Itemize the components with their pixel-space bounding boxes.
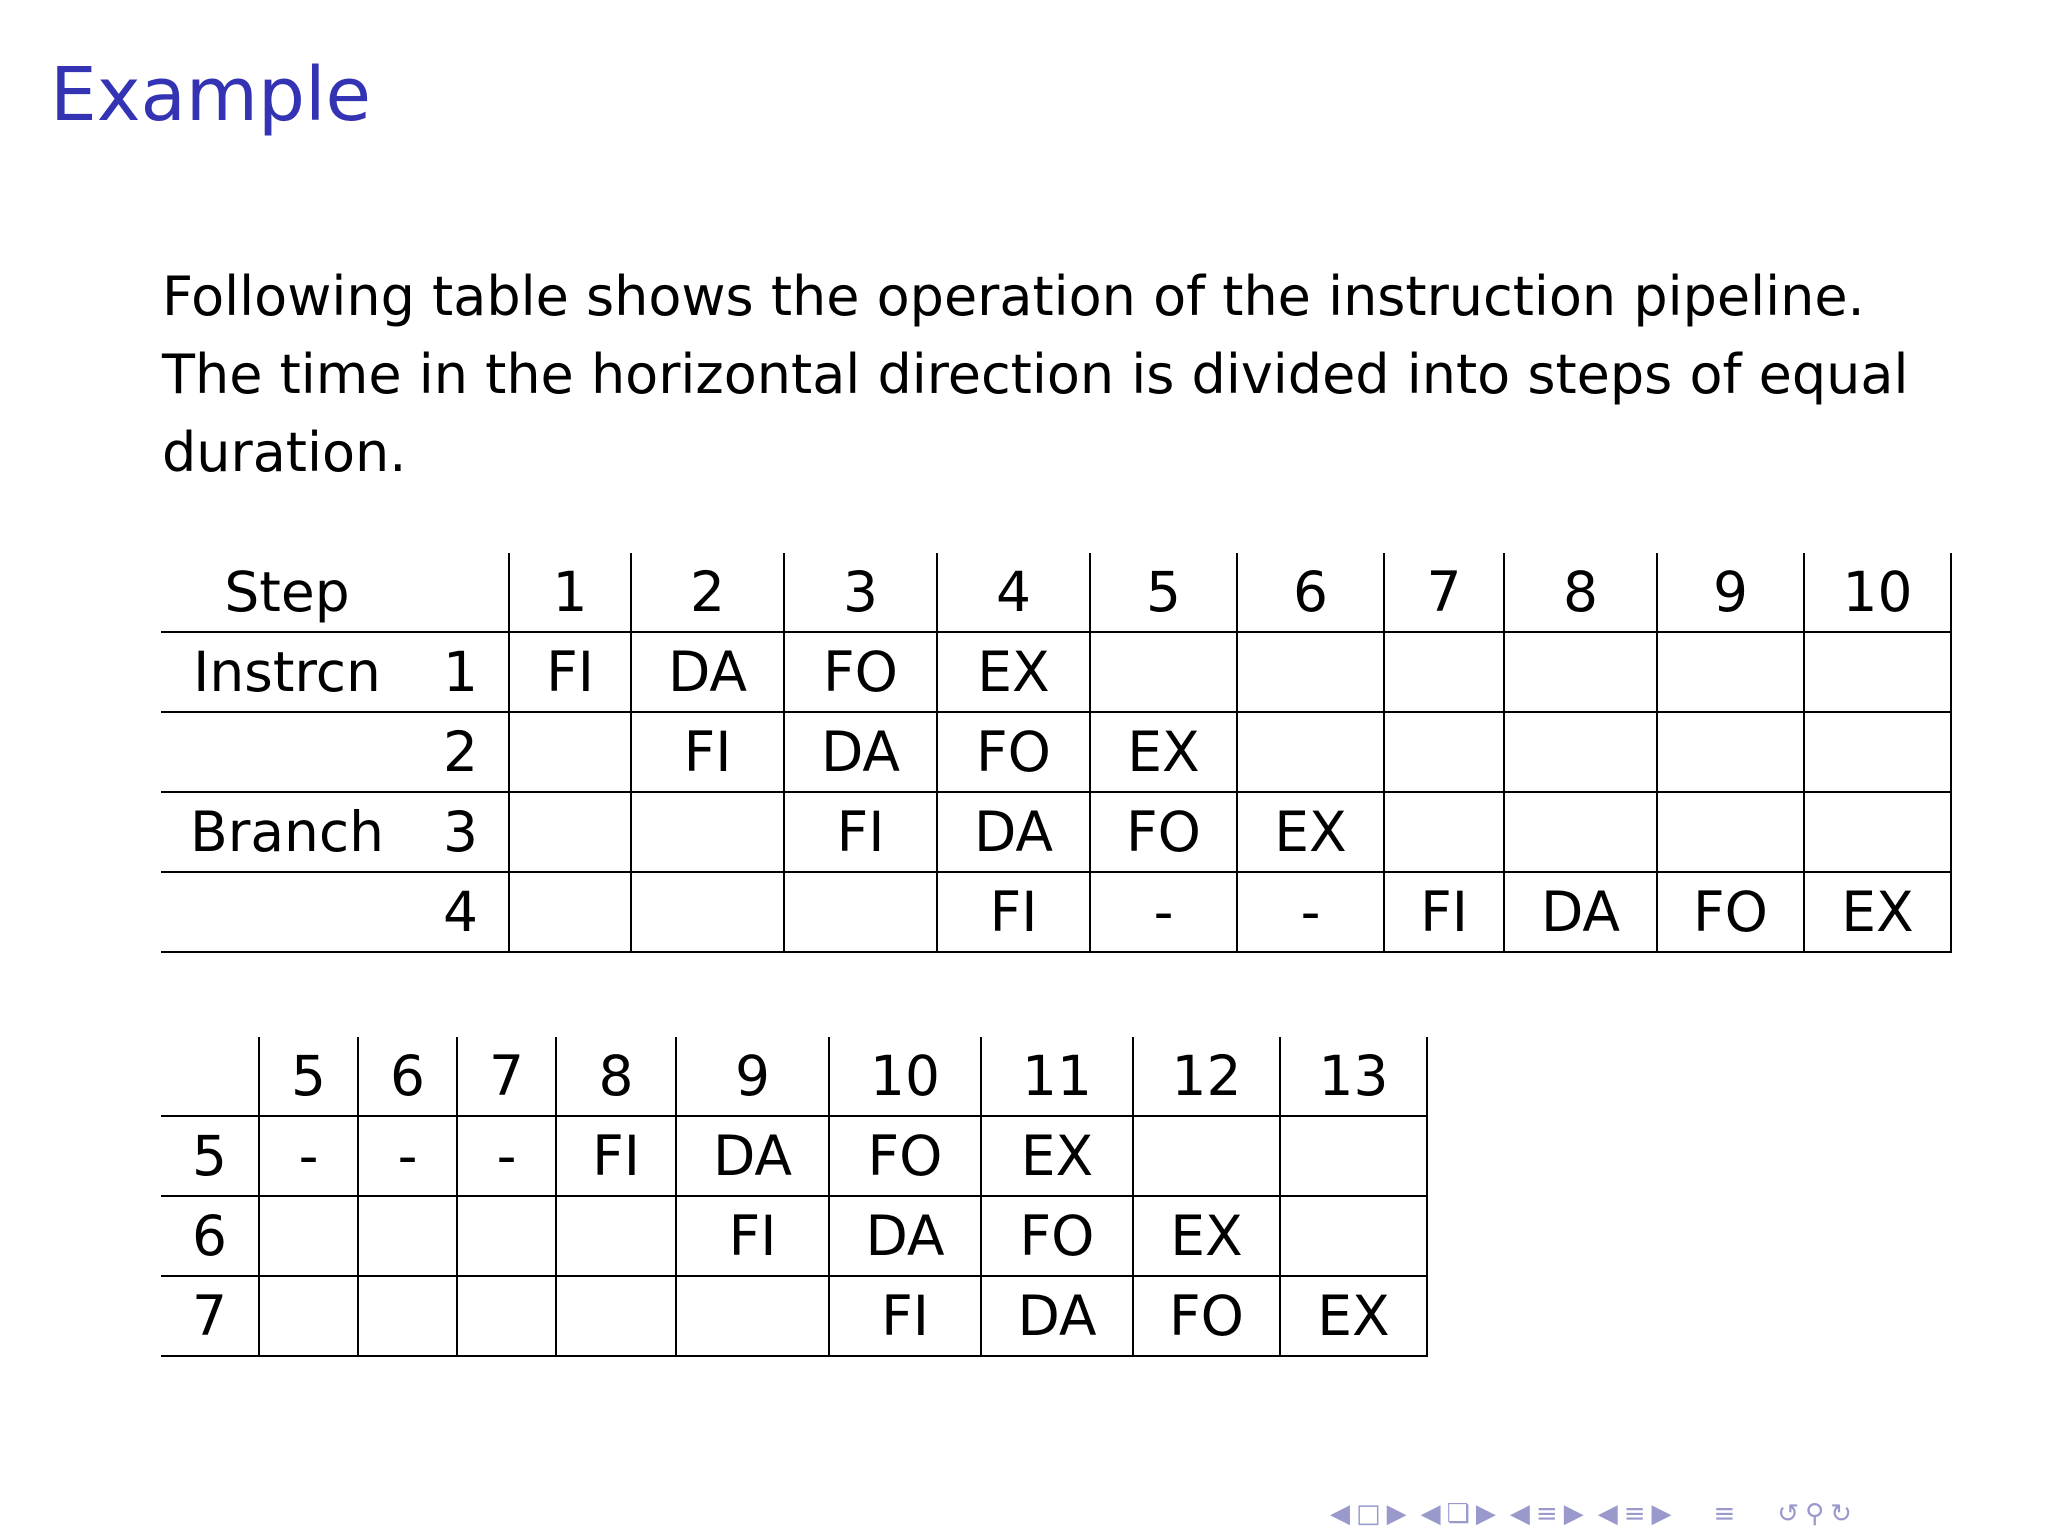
table-cell — [457, 1276, 556, 1356]
arrow-left-icon[interactable]: ◀ — [1330, 1499, 1350, 1529]
table-cell — [259, 1196, 358, 1276]
table-row — [161, 1116, 1427, 1196]
table-cell — [259, 1276, 358, 1356]
table-cell: FI — [556, 1116, 676, 1196]
navigation-bar — [1330, 1494, 2030, 1534]
table-row — [161, 632, 1951, 712]
redo-icon[interactable]: ↻ — [1830, 1499, 1852, 1529]
table-cell: EX — [1090, 712, 1237, 792]
table-cell — [556, 1276, 676, 1356]
step-header: 2 — [631, 553, 784, 632]
arrow-left-icon[interactable]: ◀ — [1509, 1499, 1530, 1529]
paragraph-line: The time in the horizontal direction is divided into steps of equal — [162, 343, 1909, 406]
table-cell: FO — [1090, 792, 1237, 872]
table-cell: DA — [631, 632, 784, 712]
table-row — [161, 1196, 1427, 1276]
step-header: 11 — [981, 1037, 1133, 1116]
section-icon[interactable]: ≡ — [1535, 1499, 1558, 1529]
step-header: 8 — [556, 1037, 676, 1116]
step-header: 3 — [784, 553, 937, 632]
table-cell — [1133, 1116, 1280, 1196]
paragraph-line: Following table shows the operation of the instruction pipeline. — [162, 265, 1865, 328]
step-header: 6 — [1237, 553, 1384, 632]
step-header: 8 — [1504, 553, 1657, 632]
table-cell — [1804, 632, 1951, 712]
step-header: 12 — [1133, 1037, 1280, 1116]
table-cell — [509, 792, 631, 872]
arrow-right-icon[interactable]: ▶ — [1563, 1499, 1584, 1529]
row-number: 4 — [413, 872, 509, 952]
step-header: 5 — [259, 1037, 358, 1116]
pipeline-table-2 — [161, 1037, 1428, 1357]
subsection-icon[interactable]: ❏ — [1446, 1499, 1470, 1529]
row-number: 1 — [413, 632, 509, 712]
table-cell: FI — [937, 872, 1090, 952]
table-row — [161, 712, 1951, 792]
row-label — [161, 872, 413, 952]
table-cell: DA — [829, 1196, 981, 1276]
align-icon[interactable]: ≡ — [1713, 1499, 1736, 1529]
table-cell — [1384, 632, 1504, 712]
header-label — [161, 1037, 259, 1116]
paragraph-line: duration. — [162, 421, 407, 484]
table-cell — [631, 872, 784, 952]
list-icon[interactable]: ≡ — [1623, 1499, 1646, 1529]
row-number: 7 — [161, 1276, 259, 1356]
table-cell — [1090, 632, 1237, 712]
step-header: 9 — [676, 1037, 829, 1116]
table-cell: FI — [509, 632, 631, 712]
table-cell — [1804, 712, 1951, 792]
header-label: Step — [224, 560, 350, 624]
row-number: 2 — [413, 712, 509, 792]
table-cell: FO — [784, 632, 937, 712]
table-cell: FO — [937, 712, 1090, 792]
table-cell: DA — [937, 792, 1090, 872]
intro-paragraph — [162, 258, 1962, 492]
row-number: 5 — [161, 1116, 259, 1196]
table-cell: - — [457, 1116, 556, 1196]
table-cell: DA — [784, 712, 937, 792]
table-cell: FI — [784, 792, 937, 872]
table-cell: EX — [1133, 1196, 1280, 1276]
table-cell: EX — [1804, 872, 1951, 952]
table-cell — [1657, 792, 1804, 872]
search-icon[interactable]: ⚲ — [1805, 1499, 1825, 1529]
table-cell: FO — [829, 1116, 981, 1196]
table-cell — [1804, 792, 1951, 872]
table-cell — [509, 712, 631, 792]
row-number: 6 — [161, 1196, 259, 1276]
table-cell — [1657, 632, 1804, 712]
step-header: 1 — [509, 553, 631, 632]
step-header: 7 — [1384, 553, 1504, 632]
table-cell — [1237, 632, 1384, 712]
table-cell: - — [358, 1116, 457, 1196]
step-header: 4 — [937, 553, 1090, 632]
table-header-row — [161, 553, 1951, 632]
table-cell: FI — [1384, 872, 1504, 952]
pipeline-table-1 — [161, 553, 1952, 953]
table-cell: FO — [981, 1196, 1133, 1276]
table-cell — [457, 1196, 556, 1276]
table-row — [161, 1276, 1427, 1356]
table-cell — [1504, 792, 1657, 872]
arrow-right-icon[interactable]: ▶ — [1651, 1499, 1672, 1529]
table-cell — [784, 872, 937, 952]
table-cell: DA — [676, 1116, 829, 1196]
table-cell — [358, 1196, 457, 1276]
arrow-left-icon[interactable]: ◀ — [1597, 1499, 1618, 1529]
table-cell — [1280, 1116, 1427, 1196]
table-cell: DA — [1504, 872, 1657, 952]
arrow-right-icon[interactable]: ▶ — [1386, 1499, 1407, 1529]
arrow-right-icon[interactable]: ▶ — [1475, 1499, 1496, 1529]
table-row — [161, 792, 1951, 872]
table-cell: - — [1237, 872, 1384, 952]
row-number: 3 — [413, 792, 509, 872]
step-header: 10 — [1804, 553, 1951, 632]
step-header: 6 — [358, 1037, 457, 1116]
step-header: 10 — [829, 1037, 981, 1116]
table-cell — [1504, 632, 1657, 712]
table-cell: EX — [937, 632, 1090, 712]
row-label — [161, 712, 413, 792]
table-header-row — [161, 1037, 1427, 1116]
table-cell — [1384, 792, 1504, 872]
table-cell: FO — [1657, 872, 1804, 952]
table-cell — [1504, 712, 1657, 792]
table-cell: DA — [981, 1276, 1133, 1356]
step-header: 13 — [1280, 1037, 1427, 1116]
table-cell: EX — [981, 1116, 1133, 1196]
table-cell — [1384, 712, 1504, 792]
arrow-left-icon[interactable]: ◀ — [1420, 1499, 1441, 1529]
table-cell — [1657, 712, 1804, 792]
table-cell: FI — [829, 1276, 981, 1356]
table-cell: FI — [676, 1196, 829, 1276]
step-header: 7 — [457, 1037, 556, 1116]
table-cell — [1280, 1196, 1427, 1276]
frame-icon[interactable]: □ — [1356, 1499, 1381, 1529]
step-header: 5 — [1090, 553, 1237, 632]
step-header: 9 — [1657, 553, 1804, 632]
table-cell — [1237, 712, 1384, 792]
table-cell — [509, 872, 631, 952]
table-cell: FO — [1133, 1276, 1280, 1356]
table-cell: EX — [1237, 792, 1384, 872]
table-cell: - — [259, 1116, 358, 1196]
row-label: Branch — [161, 792, 413, 872]
table-cell — [631, 792, 784, 872]
table-cell — [556, 1196, 676, 1276]
table-cell — [676, 1276, 829, 1356]
table-cell: - — [1090, 872, 1237, 952]
table-cell: FI — [631, 712, 784, 792]
table-cell — [358, 1276, 457, 1356]
undo-icon[interactable]: ↺ — [1777, 1499, 1800, 1529]
row-label: Instrcn — [161, 632, 413, 712]
slide-title: Example — [50, 52, 372, 138]
table-row — [161, 872, 1951, 952]
table-cell: EX — [1280, 1276, 1427, 1356]
